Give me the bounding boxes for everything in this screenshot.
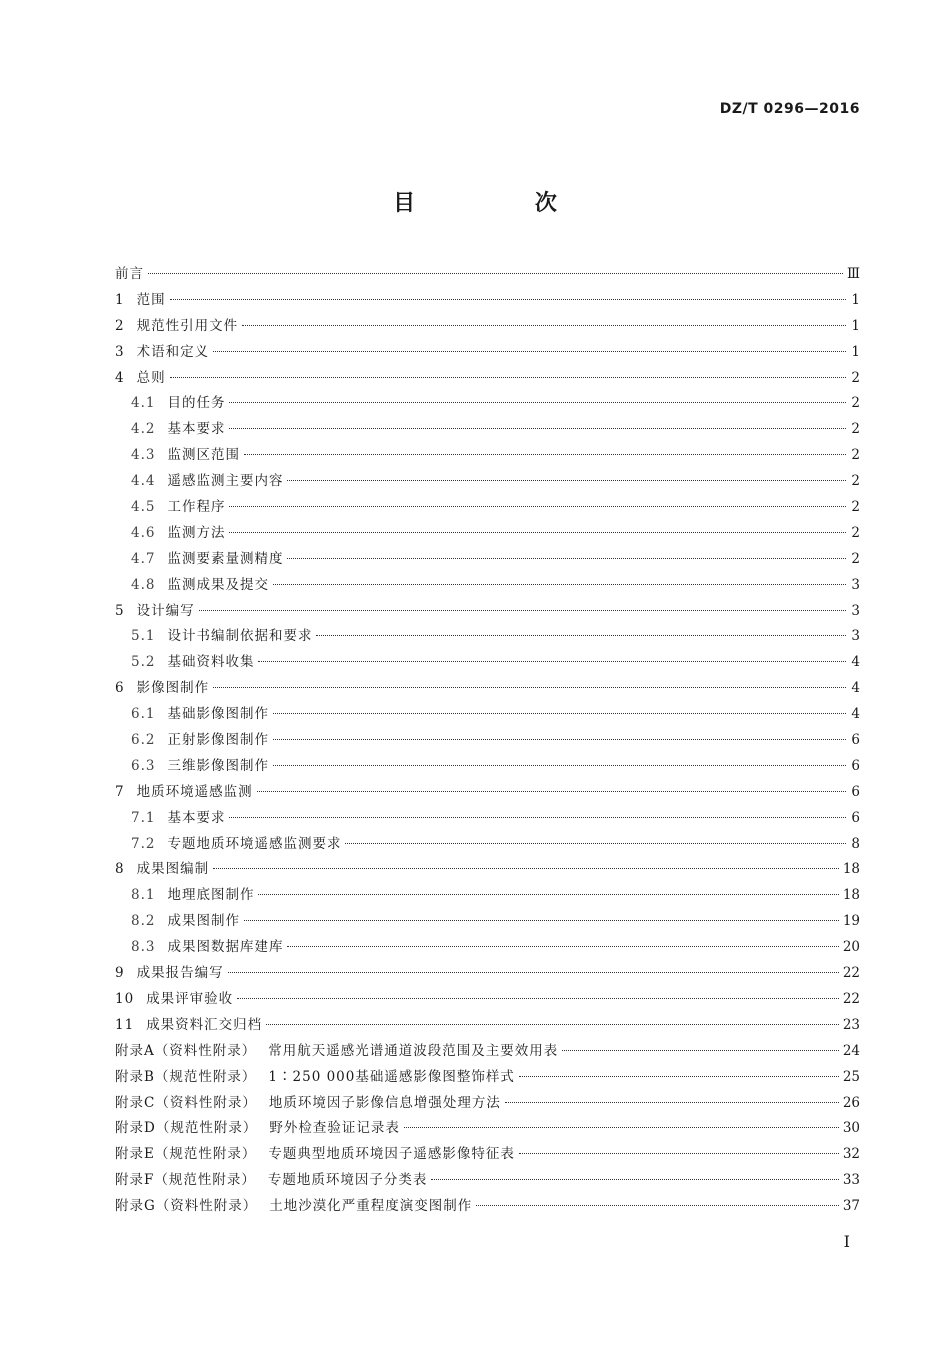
toc-entry-number: 7: [115, 783, 125, 800]
toc-entry-number: 6.2: [131, 732, 156, 749]
toc-entry-page: 19: [842, 913, 860, 930]
toc-entry[interactable]: [115, 909, 860, 935]
toc-entry-page: 8: [851, 835, 860, 852]
toc-entry-page: 4: [851, 706, 860, 723]
toc-entry-number: 4.3: [131, 447, 156, 464]
toc-entry[interactable]: [115, 1168, 860, 1194]
toc-entry-number: 附录D（规范性附录）: [115, 1120, 258, 1137]
toc-entry-label: 三维影像图制作: [167, 757, 269, 774]
toc-entry-number: 11: [115, 1016, 135, 1033]
toc-entry-page: 6: [851, 809, 860, 826]
toc-entry[interactable]: [115, 417, 860, 443]
toc-entry-label: 遥感监测主要内容: [167, 473, 284, 490]
toc-entry-page: 1: [851, 343, 860, 360]
toc-dot-leader: [213, 687, 846, 688]
toc-entry[interactable]: [115, 676, 860, 702]
toc-entry[interactable]: [115, 262, 860, 288]
toc-entry-number: 附录F（规范性附录）: [115, 1172, 256, 1189]
toc-entry-label: 基础影像图制作: [167, 706, 269, 723]
page-title: 目 次: [393, 191, 613, 216]
toc-entry[interactable]: [115, 624, 860, 650]
toc-entry[interactable]: [115, 1091, 860, 1117]
toc-entry-page: 2: [851, 447, 860, 464]
toc-entry-number: 附录B（规范性附录）: [115, 1068, 257, 1085]
standard-code: DZ/T 0296—2016: [719, 101, 860, 117]
toc-entry-label: 术语和定义: [136, 343, 210, 360]
toc-dot-leader: [476, 1205, 839, 1206]
toc-entry-page: 6: [851, 757, 860, 774]
toc-entry[interactable]: [115, 1013, 860, 1039]
toc-entry-label: 监测区范围: [167, 447, 240, 464]
toc-entry-label: 专题地质环境遥感监测要求: [167, 835, 342, 852]
toc-entry-page: 33: [842, 1172, 860, 1189]
toc-entry-label: 成果图制作: [167, 913, 240, 930]
toc-dot-leader: [273, 584, 846, 585]
toc-entry[interactable]: [115, 469, 860, 495]
toc-entry-label: 专题地质环境因子分类表: [267, 1172, 428, 1189]
toc-dot-leader: [257, 791, 846, 792]
toc-entry-page: 23: [842, 1016, 860, 1033]
toc-entry-label: 1∶250 000基础遥感影像图整饰样式: [268, 1068, 515, 1085]
toc-entry-number: 7.2: [131, 835, 156, 852]
toc-entry-page: 4: [851, 680, 860, 697]
toc-entry-number: 附录G（资料性附录）: [115, 1198, 258, 1215]
toc-entry[interactable]: [115, 366, 860, 392]
toc-entry[interactable]: [115, 754, 860, 780]
toc-entry-page: 2: [851, 395, 860, 412]
toc-entry-page: 2: [851, 550, 860, 567]
toc-entry-number: 3: [115, 343, 125, 360]
toc-entry-number: 9: [115, 965, 125, 982]
toc-dot-leader: [213, 351, 846, 352]
toc-entry-number: 7.1: [131, 809, 156, 826]
toc-entry[interactable]: [115, 547, 860, 573]
toc-entry-page: 2: [851, 524, 860, 541]
page-number: Ⅰ: [843, 1232, 850, 1251]
toc-entry-page: 2: [851, 369, 860, 386]
toc-entry-label: 设计编写: [136, 602, 195, 619]
toc-entry-page: 1: [851, 317, 860, 334]
toc-entry-page: 25: [842, 1068, 860, 1085]
toc-entry-number: 4: [115, 369, 125, 386]
toc-dot-leader: [273, 713, 846, 714]
toc-dot-leader: [287, 480, 846, 481]
toc-entry[interactable]: [115, 340, 860, 366]
toc-dot-leader: [316, 635, 846, 636]
toc-entry[interactable]: [115, 1194, 860, 1220]
toc-entry-label: 监测成果及提交: [167, 576, 269, 593]
toc-entry-number: 附录A（资料性附录）: [115, 1042, 257, 1059]
toc-entry[interactable]: [115, 650, 860, 676]
toc-entry-page: 20: [842, 939, 860, 956]
toc-entry-page: 2: [851, 421, 860, 438]
toc-entry-page: 24: [842, 1042, 860, 1059]
toc-dot-leader: [170, 377, 846, 378]
toc-entry[interactable]: [115, 1116, 860, 1142]
toc-entry[interactable]: [115, 728, 860, 754]
toc-entry-page: Ⅲ: [846, 266, 860, 282]
toc-dot-leader: [229, 817, 846, 818]
toc-dot-leader: [273, 765, 846, 766]
toc-entry[interactable]: [115, 521, 860, 547]
toc-entry-number: 10: [115, 990, 135, 1007]
toc-entry-label: 常用航天遥感光谱通道波段范围及主要效用表: [268, 1042, 559, 1059]
toc-dot-leader: [242, 325, 846, 326]
toc-entry-number: 附录C（资料性附录）: [115, 1094, 257, 1111]
toc-dot-leader: [519, 1076, 839, 1077]
toc-entry-page: 18: [842, 887, 860, 904]
toc-entry[interactable]: [115, 599, 860, 625]
toc-entry-page: 30: [842, 1120, 860, 1137]
toc-entry-number: 6.3: [131, 757, 156, 774]
toc-entry[interactable]: [115, 883, 860, 909]
toc-entry-page: 32: [842, 1146, 860, 1163]
toc-entry-number: 4.8: [131, 576, 156, 593]
toc-dot-leader: [229, 428, 846, 429]
toc-entry[interactable]: [115, 780, 860, 806]
toc-entry-label: 范围: [136, 291, 166, 308]
toc-dot-leader: [273, 739, 846, 740]
toc-entry[interactable]: [115, 1065, 860, 1091]
toc-entry-page: 2: [851, 499, 860, 516]
toc-entry-number: 4.7: [131, 550, 156, 567]
toc-entry-number: 2: [115, 317, 125, 334]
toc-entry-label: 成果资料汇交归档: [146, 1016, 263, 1033]
toc-entry-number: 8: [115, 861, 125, 878]
toc-entry-number: 6.1: [131, 706, 156, 723]
toc-entry[interactable]: [115, 1142, 860, 1168]
toc-entry[interactable]: [115, 288, 860, 314]
toc-entry-label: 地质环境因子影像信息增强处理方法: [268, 1094, 501, 1111]
toc-dot-leader: [258, 894, 838, 895]
toc-dot-leader: [519, 1153, 839, 1154]
toc-entry-number: 5.2: [131, 654, 156, 671]
toc-dot-leader: [431, 1179, 838, 1180]
toc-entry[interactable]: [115, 857, 860, 883]
toc-dot-leader: [213, 868, 839, 869]
toc-entry-number: 8.1: [131, 887, 156, 904]
toc-entry-number: 5.1: [131, 628, 156, 645]
toc-dot-leader: [229, 506, 846, 507]
toc-dot-leader: [258, 661, 846, 662]
toc-entry[interactable]: [115, 702, 860, 728]
toc-entry-page: 22: [842, 990, 860, 1007]
toc-dot-leader: [562, 1050, 839, 1051]
toc-entry[interactable]: [115, 832, 860, 858]
toc-dot-leader: [229, 532, 846, 533]
toc-entry-label: 监测要素量测精度: [167, 550, 284, 567]
toc-entry-label: 地质环境遥感监测: [136, 783, 253, 800]
toc-dot-leader: [244, 454, 846, 455]
toc-entry-number: 8.3: [131, 939, 156, 956]
toc-entry-label: 影像图制作: [136, 680, 210, 697]
toc-entry-page: 6: [851, 732, 860, 749]
toc-entry[interactable]: [115, 443, 860, 469]
toc-entry-label: 地理底图制作: [167, 887, 255, 904]
toc-entry-label: 监测方法: [167, 524, 226, 541]
toc-entry-label: 基本要求: [167, 809, 226, 826]
toc-dot-leader: [199, 610, 846, 611]
toc-entry-label: 成果报告编写: [136, 965, 224, 982]
toc-entry-label: 成果图数据库建库: [167, 939, 284, 956]
toc-entry[interactable]: [115, 806, 860, 832]
toc-entry-label: 基础资料收集: [167, 654, 255, 671]
toc-dot-leader: [287, 558, 846, 559]
toc-dot-leader: [228, 972, 839, 973]
toc-entry-label: 基本要求: [167, 421, 226, 438]
toc-entry-label: 设计书编制依据和要求: [167, 628, 313, 645]
table-of-contents: [115, 262, 860, 1220]
toc-entry[interactable]: [115, 495, 860, 521]
toc-entry[interactable]: [115, 314, 860, 340]
toc-entry-page: 3: [851, 602, 860, 619]
toc-dot-leader: [345, 843, 846, 844]
toc-entry-page: 3: [851, 576, 860, 593]
toc-entry-number: 5: [115, 602, 125, 619]
toc-dot-leader: [244, 920, 839, 921]
toc-entry-page: 3: [851, 628, 860, 645]
toc-entry-label: 成果图编制: [136, 861, 210, 878]
toc-entry-number: 1: [115, 291, 125, 308]
toc-dot-leader: [266, 1024, 839, 1025]
toc-dot-leader: [148, 273, 843, 274]
toc-entry-number: 6: [115, 680, 125, 697]
toc-entry-number: 附录E（规范性附录）: [115, 1146, 257, 1163]
toc-entry-label: 总则: [136, 369, 166, 386]
toc-entry-label: 前言: [115, 266, 144, 282]
toc-entry-number: 4.1: [131, 395, 156, 412]
toc-entry[interactable]: [115, 1039, 860, 1065]
toc-entry-page: 22: [842, 965, 860, 982]
toc-entry-label: 正射影像图制作: [167, 732, 269, 749]
toc-dot-leader: [287, 946, 838, 947]
toc-entry-label: 土地沙漠化严重程度演变图制作: [269, 1198, 473, 1215]
toc-entry[interactable]: [115, 961, 860, 987]
toc-entry-label: 野外检查验证记录表: [269, 1120, 400, 1137]
toc-entry-number: 4.6: [131, 524, 156, 541]
toc-entry-page: 18: [842, 861, 860, 878]
toc-dot-leader: [404, 1127, 839, 1128]
toc-dot-leader: [505, 1102, 839, 1103]
toc-dot-leader: [237, 998, 839, 999]
toc-entry[interactable]: [115, 987, 860, 1013]
toc-entry[interactable]: [115, 573, 860, 599]
toc-entry-label: 工作程序: [167, 499, 226, 516]
toc-entry-number: 4.5: [131, 499, 156, 516]
toc-entry-number: 4.4: [131, 473, 156, 490]
toc-entry-label: 目的任务: [167, 395, 226, 412]
toc-dot-leader: [229, 402, 846, 403]
toc-entry[interactable]: [115, 391, 860, 417]
toc-entry-page: 6: [851, 783, 860, 800]
toc-entry-number: 4.2: [131, 421, 156, 438]
toc-entry-label: 专题典型地质环境因子遥感影像特征表: [268, 1146, 515, 1163]
toc-entry-label: 成果评审验收: [146, 990, 234, 1007]
toc-entry-page: 26: [842, 1094, 860, 1111]
toc-dot-leader: [170, 299, 846, 300]
toc-entry[interactable]: [115, 935, 860, 961]
toc-entry-number: 8.2: [131, 913, 156, 930]
toc-entry-page: 1: [851, 291, 860, 308]
toc-entry-page: 4: [851, 654, 860, 671]
toc-entry-page: 2: [851, 473, 860, 490]
toc-entry-label: 规范性引用文件: [136, 317, 239, 334]
toc-entry-page: 37: [842, 1198, 860, 1215]
